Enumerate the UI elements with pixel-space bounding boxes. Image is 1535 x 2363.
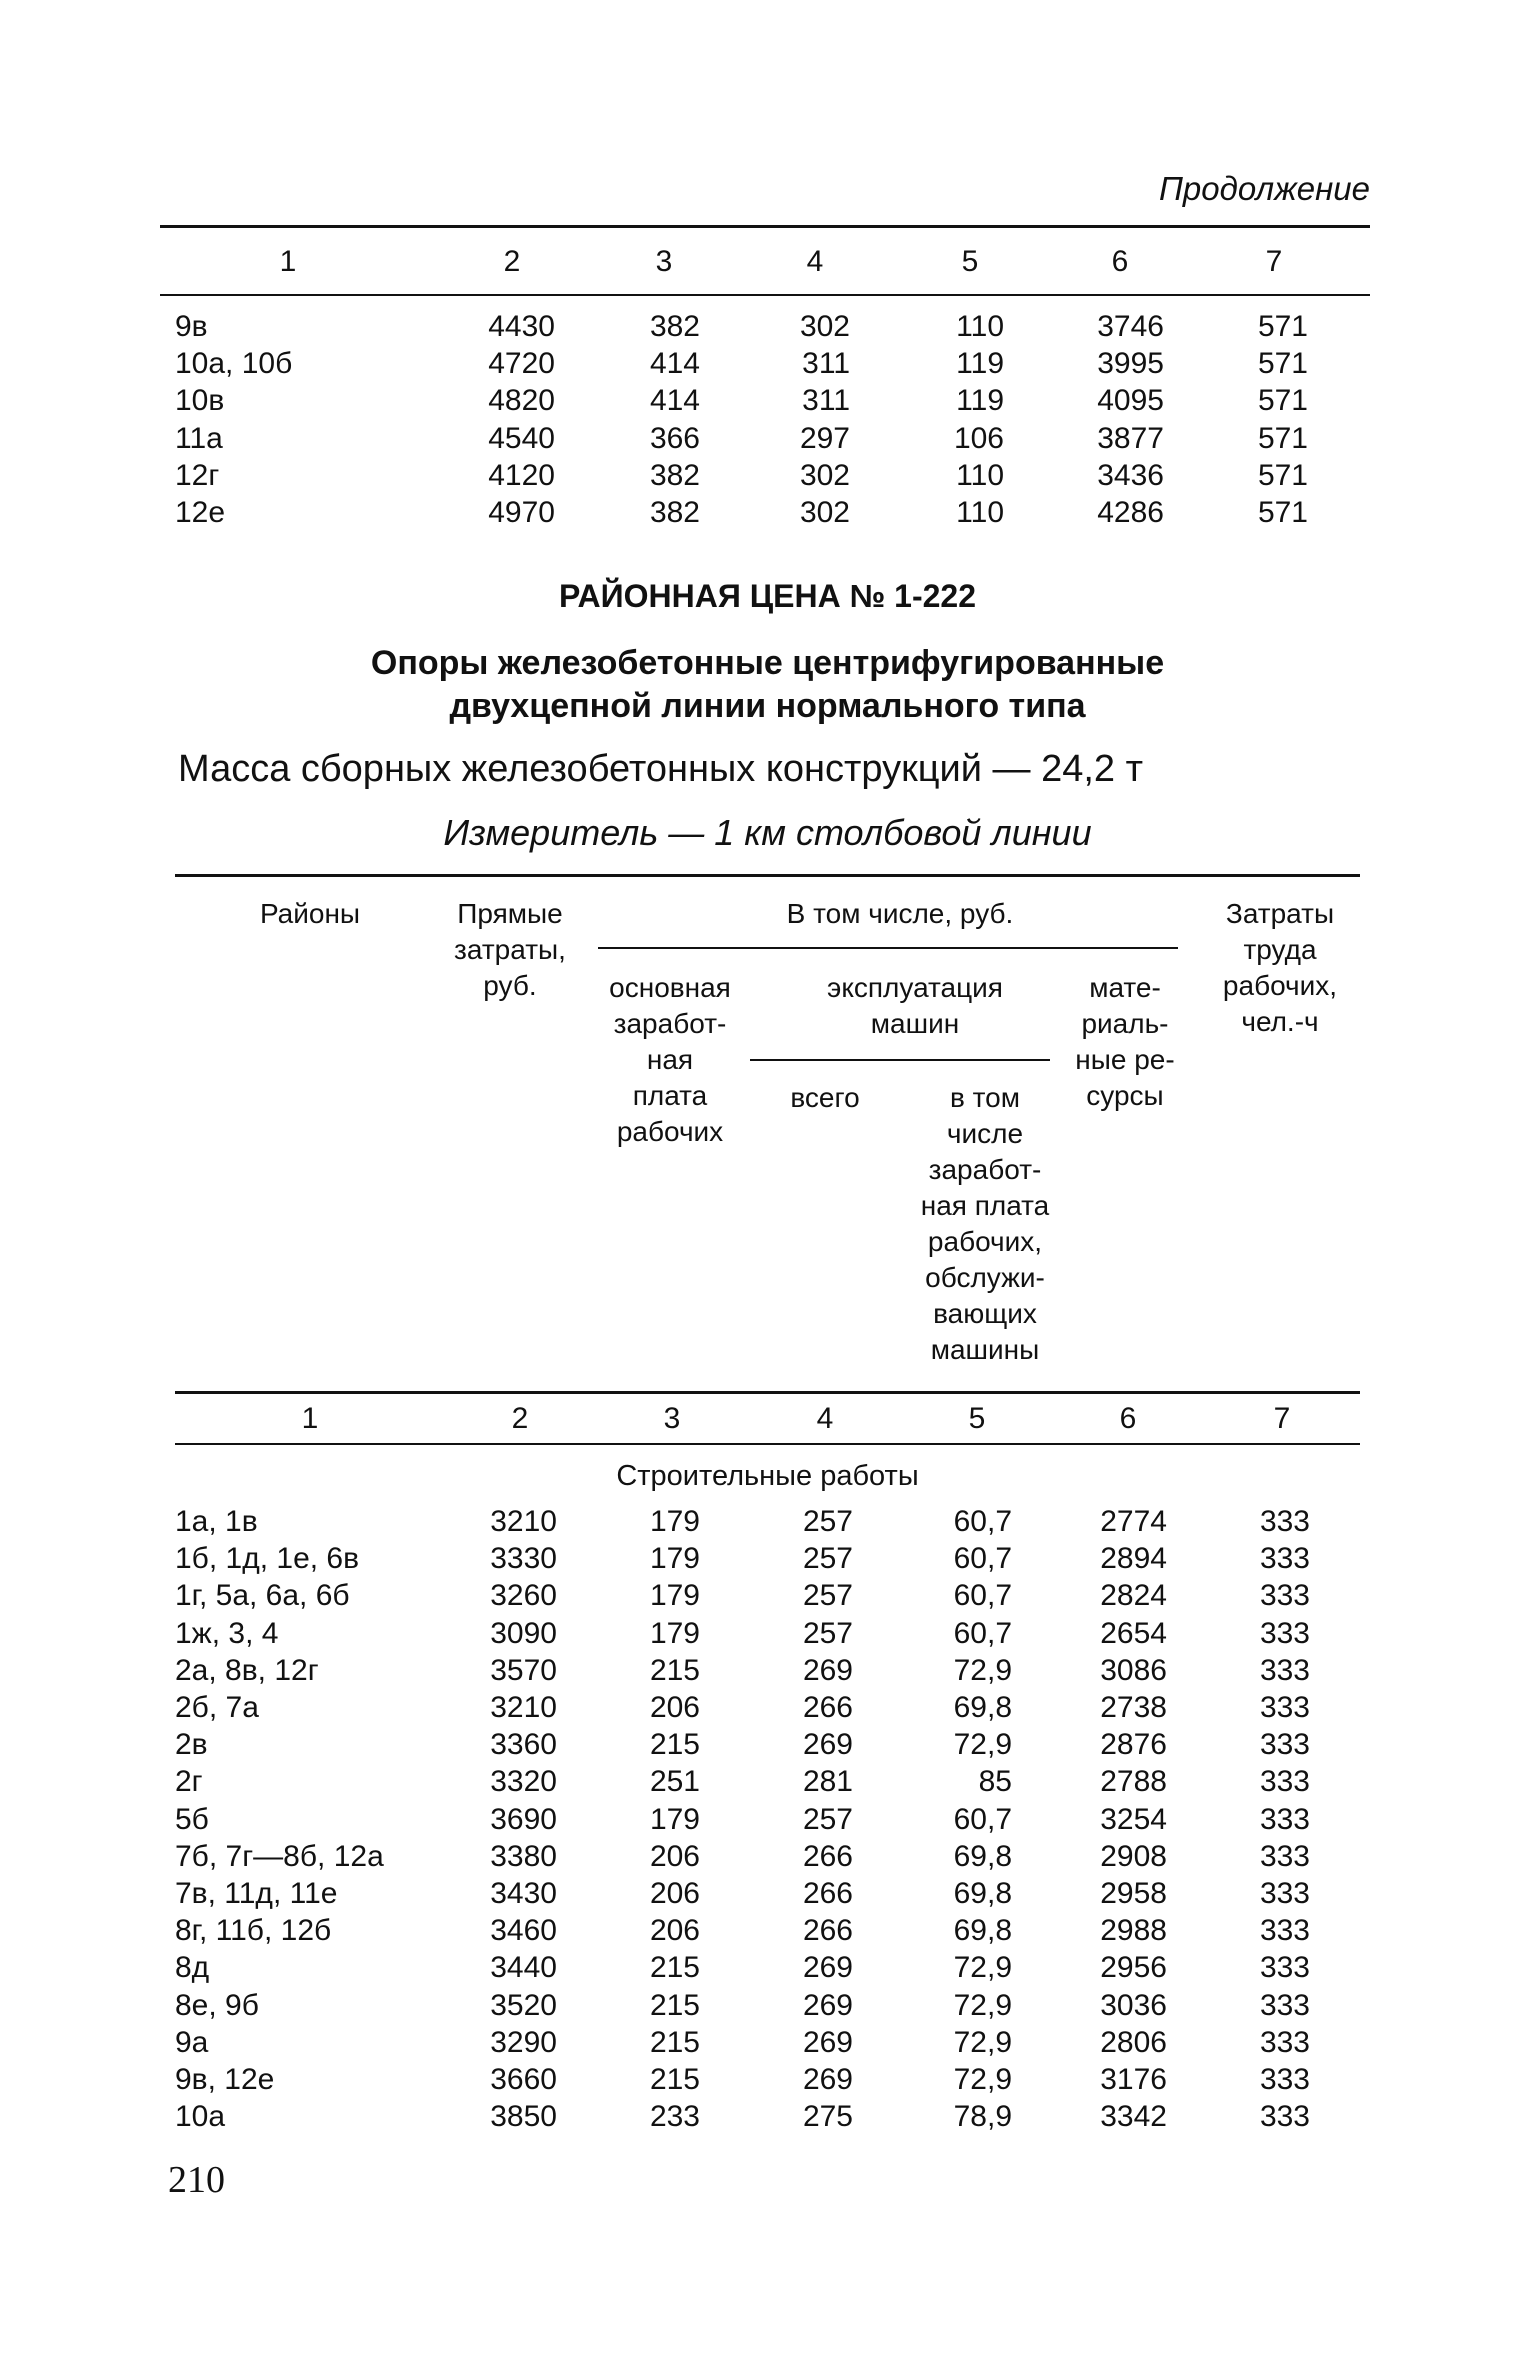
table2-value-cell: 3330 <box>490 1542 557 1576</box>
table2-value-cell: 2774 <box>1100 1505 1167 1538</box>
table2-column-number: 3 <box>663 1402 681 1435</box>
table2-value-cell: 3320 <box>490 1765 557 1799</box>
table2-value-cell: 333 <box>1259 1728 1310 1762</box>
table1-value-cell: 3436 <box>1097 458 1164 492</box>
table2-value-cell: 3086 <box>1100 1653 1167 1687</box>
table1-value-cell: 311 <box>802 347 850 381</box>
header-direct-costs-line: Прямые <box>457 898 563 929</box>
table2-value-cell: 69,8 <box>953 1691 1012 1724</box>
table2-value-cell: 266 <box>802 1839 853 1873</box>
table1-value-cell: 110 <box>956 310 1004 343</box>
table2-region-cell: 1б, 1д, 1е, 6в <box>175 1542 360 1576</box>
table2-value-cell: 266 <box>802 1877 853 1910</box>
table2-value-cell: 215 <box>649 1653 700 1687</box>
header-including-wage-line: в том <box>950 1082 1020 1113</box>
table1-column-number: 4 <box>806 245 824 278</box>
table1-region-cell: 10а, 10б <box>175 347 293 381</box>
table2-value-cell: 2876 <box>1100 1728 1167 1762</box>
table1-value-cell: 302 <box>799 458 850 492</box>
table2-region-cell: 1ж, 3, 4 <box>175 1616 279 1650</box>
header-materials-line: риаль- <box>1081 1008 1169 1039</box>
table2-region-cell: 1а, 1в <box>175 1505 258 1538</box>
table2-region-cell: 2в <box>175 1728 208 1762</box>
table1-value-cell: 571 <box>1257 384 1308 418</box>
table2-value-cell: 3660 <box>490 2063 557 2096</box>
table2-value-cell: 215 <box>649 2063 700 2096</box>
header-materials-line: сурсы <box>1086 1080 1164 1111</box>
table2-value-cell: 3520 <box>490 1988 557 2022</box>
table1-value-cell: 4970 <box>488 496 555 529</box>
header-including-wage-line: заработ- <box>928 1154 1042 1185</box>
table2-value-cell: 2824 <box>1100 1579 1167 1613</box>
table2-value-cell: 3260 <box>490 1579 557 1613</box>
table1-region-cell: 10в <box>175 384 225 418</box>
table2-value-cell: 257 <box>802 1505 853 1538</box>
header-machine-line: эксплуатация <box>827 972 1003 1003</box>
table2-value-cell: 333 <box>1259 1691 1310 1724</box>
table2-region-cell: 1г, 5а, 6а, 6б <box>175 1579 350 1613</box>
price-heading: РАЙОННАЯ ЦЕНА № 1-222 <box>559 578 976 614</box>
table2-value-cell: 215 <box>649 1988 700 2022</box>
table2-value-cell: 69,8 <box>953 1877 1012 1910</box>
header-including-wage-line: рабочих, <box>927 1226 1043 1257</box>
header-materials-line: мате- <box>1089 972 1161 1003</box>
table2-value-cell: 2654 <box>1100 1616 1167 1650</box>
header-including-rule <box>598 947 1178 949</box>
table2-value-cell: 2908 <box>1100 1839 1167 1873</box>
header-labor-line: труда <box>1243 934 1317 965</box>
header-direct-costs <box>430 896 590 1004</box>
table2-value-cell: 3210 <box>490 1691 557 1724</box>
table2-value-cell: 257 <box>802 1802 853 1836</box>
header-base-wage-line: плата <box>632 1080 708 1111</box>
table2-region-cell: 8г, 11б, 12б <box>175 1914 332 1948</box>
table2-header-bottom-rule <box>175 1391 1360 1394</box>
table1-value-cell: 414 <box>649 384 700 418</box>
table2-value-cell: 2894 <box>1100 1542 1167 1576</box>
table2-value-cell: 333 <box>1259 1542 1310 1576</box>
table2-value-cell: 266 <box>802 1914 853 1948</box>
subtitle-line-1: Опоры железобетонные центрифугированные <box>370 644 1165 682</box>
table2-value-cell: 60,7 <box>953 1542 1012 1576</box>
table1-value-cell: 571 <box>1257 421 1308 455</box>
table2-region-cell: 9в, 12е <box>175 2063 275 2096</box>
table2-value-cell: 60,7 <box>953 1616 1012 1650</box>
table1-value-cell: 3995 <box>1097 347 1164 381</box>
header-materials-line: ные ре- <box>1075 1044 1175 1075</box>
table2-value-cell: 257 <box>802 1616 853 1650</box>
table1-value-cell: 382 <box>649 310 700 343</box>
table2-value-cell: 257 <box>802 1579 853 1613</box>
table2-value-cell: 233 <box>649 2100 700 2134</box>
table2-value-cell: 333 <box>1259 1988 1310 2022</box>
table2-value-cell: 206 <box>649 1839 700 1873</box>
table2-column-number: 4 <box>816 1402 834 1435</box>
table2-value-cell: 3380 <box>490 1839 557 1873</box>
table1-value-cell: 414 <box>649 347 700 381</box>
header-base-wage-line: рабочих <box>616 1116 724 1147</box>
table1-column-number: 7 <box>1265 245 1283 278</box>
header-including-wage-line: обслужи- <box>925 1262 1045 1293</box>
header-labor-line: рабочих, <box>1222 970 1338 1001</box>
table2-value-cell: 72,9 <box>953 1728 1012 1762</box>
table2-value-cell: 2788 <box>1100 1765 1167 1799</box>
table1-value-cell: 4095 <box>1097 384 1164 418</box>
table1-value-cell: 297 <box>799 421 850 455</box>
table1-value-cell: 119 <box>956 347 1004 381</box>
table2-value-cell: 333 <box>1259 2025 1310 2059</box>
table2-value-cell: 3440 <box>490 1951 557 1985</box>
table2-value-cell: 72,9 <box>953 1951 1012 1985</box>
table2-value-cell: 85 <box>978 1765 1012 1799</box>
header-regions: Районы <box>259 898 361 929</box>
table1-value-cell: 571 <box>1257 496 1308 529</box>
table2-value-cell: 69,8 <box>953 1914 1012 1948</box>
table2-value-cell: 2958 <box>1100 1877 1167 1910</box>
table2-value-cell: 3036 <box>1100 1988 1167 2022</box>
table1-value-cell: 110 <box>956 496 1004 529</box>
table2-value-cell: 3254 <box>1100 1802 1167 1836</box>
table2-value-cell: 2988 <box>1100 1914 1167 1948</box>
header-including-wage-line: вающих <box>933 1298 1037 1329</box>
table2-value-cell: 251 <box>649 1765 700 1799</box>
table2-region-cell: 7в, 11д, 11е <box>175 1877 338 1910</box>
table2-value-cell: 72,9 <box>953 1988 1012 2022</box>
table2-value-cell: 3570 <box>490 1653 557 1687</box>
header-machine-operation <box>765 970 1065 1042</box>
table1-header-rule <box>160 294 1370 296</box>
header-direct-costs-line: затраты, <box>454 934 566 965</box>
header-including-wage-line: числе <box>946 1118 1024 1149</box>
table2-top-rule <box>175 874 1360 877</box>
header-machine-rule <box>750 1059 1050 1061</box>
table2-value-cell: 333 <box>1259 1877 1310 1910</box>
subtitle-line-2: двухцепной линии нормального типа <box>449 687 1086 725</box>
table1-value-cell: 311 <box>802 384 850 418</box>
table1-value-cell: 571 <box>1257 458 1308 492</box>
table2-numbers-rule <box>175 1443 1360 1445</box>
table2-value-cell: 333 <box>1259 1839 1310 1873</box>
table2-region-cell: 7б, 7г—8б, 12а <box>175 1839 384 1873</box>
table2-value-cell: 333 <box>1259 1765 1310 1799</box>
table2-value-cell: 269 <box>802 1988 853 2022</box>
table2-value-cell: 333 <box>1259 1616 1310 1650</box>
table2-value-cell: 2738 <box>1100 1691 1167 1724</box>
table1-value-cell: 4286 <box>1097 496 1164 529</box>
table1-value-cell: 382 <box>649 458 700 492</box>
table2-value-cell: 333 <box>1259 1653 1310 1687</box>
mass-text: Масса сборных железобетонных конструкций — 24,2 т <box>178 748 1144 790</box>
table2-column-number: 1 <box>301 1402 319 1435</box>
table2-value-cell: 257 <box>802 1542 853 1576</box>
table2-value-cell: 72,9 <box>953 2063 1012 2096</box>
table2-value-cell: 3210 <box>490 1505 557 1538</box>
header-base-wage-line: заработ- <box>613 1008 727 1039</box>
table2-region-cell: 2г <box>175 1765 203 1799</box>
table2-value-cell: 269 <box>802 1653 853 1687</box>
table1-column-number: 3 <box>655 245 673 278</box>
table2-value-cell: 333 <box>1259 2063 1310 2096</box>
table2-value-cell: 215 <box>649 1728 700 1762</box>
table1-value-cell: 4540 <box>488 421 555 455</box>
table1-value-cell: 3877 <box>1097 421 1164 455</box>
table2-value-cell: 206 <box>649 1691 700 1724</box>
table2-value-cell: 275 <box>802 2100 853 2134</box>
table2-value-cell: 333 <box>1259 1505 1310 1538</box>
section-label: Строительные работы <box>616 1460 919 1492</box>
table1-value-cell: 571 <box>1257 310 1308 343</box>
table2-value-cell: 72,9 <box>953 2025 1012 2059</box>
table2-value-cell: 3430 <box>490 1877 557 1910</box>
header-base-wage <box>585 970 755 1150</box>
table2-column-number: 2 <box>511 1402 529 1435</box>
table2-value-cell: 333 <box>1259 1914 1310 1948</box>
table2-region-cell: 10а <box>175 2100 226 2134</box>
table2-value-cell: 179 <box>649 1542 700 1576</box>
table2-value-cell: 269 <box>802 1728 853 1762</box>
table2-value-cell: 2806 <box>1100 2025 1167 2059</box>
table2-value-cell: 60,7 <box>953 1802 1012 1836</box>
table2-value-cell: 179 <box>649 1802 700 1836</box>
table2-value-cell: 3176 <box>1100 2063 1167 2096</box>
table2-column-number: 6 <box>1119 1402 1137 1435</box>
table1-column-number: 6 <box>1111 245 1129 278</box>
table1-value-cell: 4120 <box>488 458 555 492</box>
table2-value-cell: 269 <box>802 2025 853 2059</box>
table2-value-cell: 269 <box>802 2063 853 2096</box>
table2-value-cell: 3850 <box>490 2100 557 2134</box>
header-labor <box>1195 896 1365 1040</box>
header-including-wage-line: ная плата <box>920 1190 1050 1221</box>
table2-value-cell: 2956 <box>1100 1951 1167 1985</box>
table1-column-number: 1 <box>279 245 297 278</box>
table2-value-cell: 333 <box>1259 1802 1310 1836</box>
table2-value-cell: 206 <box>649 1877 700 1910</box>
continuation-label: Продолжение <box>1158 170 1370 207</box>
table2-value-cell: 333 <box>1259 1579 1310 1613</box>
table2-value-cell: 60,7 <box>953 1505 1012 1538</box>
table2-value-cell: 3360 <box>490 1728 557 1762</box>
table2-value-cell: 215 <box>649 2025 700 2059</box>
table1-value-cell: 366 <box>649 421 700 455</box>
header-total: всего <box>790 1082 860 1113</box>
header-base-wage-line: основная <box>609 972 731 1003</box>
table2-value-cell: 60,7 <box>953 1579 1012 1613</box>
table1-top-rule <box>160 225 1370 228</box>
table1-value-cell: 302 <box>799 496 850 529</box>
table1-value-cell: 110 <box>956 458 1004 492</box>
header-including: В том числе, руб. <box>786 898 1014 929</box>
table1-value-cell: 302 <box>799 310 850 343</box>
table2-column-number: 5 <box>968 1402 986 1435</box>
table1-value-cell: 571 <box>1257 347 1308 381</box>
measure-text: Измеритель — 1 км столбовой линии <box>443 812 1092 853</box>
header-labor-line: Затраты <box>1225 898 1335 929</box>
table1-value-cell: 119 <box>956 384 1004 418</box>
table2-value-cell: 206 <box>649 1914 700 1948</box>
table1-column-number: 2 <box>503 245 521 278</box>
page-number: 210 <box>168 2159 225 2201</box>
table2-region-cell: 2б, 7а <box>175 1691 259 1724</box>
table2-value-cell: 78,9 <box>953 2100 1012 2134</box>
table1-value-cell: 4720 <box>488 347 555 381</box>
table2-value-cell: 3460 <box>490 1914 557 1948</box>
table1-value-cell: 4430 <box>488 310 555 343</box>
table2-region-cell: 5б <box>175 1802 209 1836</box>
table2-column-number: 7 <box>1273 1402 1291 1435</box>
table2-value-cell: 72,9 <box>953 1653 1012 1687</box>
table2-value-cell: 179 <box>649 1579 700 1613</box>
table2-value-cell: 333 <box>1259 2100 1310 2134</box>
table2-value-cell: 179 <box>649 1505 700 1538</box>
header-machine-line: машин <box>870 1008 960 1039</box>
header-direct-costs-line: руб. <box>483 970 537 1001</box>
table2-value-cell: 3690 <box>490 1802 557 1836</box>
table1-value-cell: 3746 <box>1097 310 1164 343</box>
table2-value-cell: 215 <box>649 1951 700 1985</box>
table2-value-cell: 281 <box>802 1765 853 1799</box>
table1-value-cell: 106 <box>953 421 1004 455</box>
table2-region-cell: 8е, 9б <box>175 1988 259 2022</box>
header-labor-line: чел.-ч <box>1241 1006 1319 1037</box>
table1-region-cell: 12е <box>175 496 226 529</box>
table2-value-cell: 3290 <box>490 2025 557 2059</box>
table2-value-cell: 69,8 <box>953 1839 1012 1873</box>
table1-value-cell: 4820 <box>488 384 555 418</box>
table2-region-cell: 2а, 8в, 12г <box>175 1653 319 1687</box>
table2-value-cell: 269 <box>802 1951 853 1985</box>
table2-value-cell: 3342 <box>1100 2100 1167 2134</box>
table1-value-cell: 382 <box>649 496 700 529</box>
table1-column-number: 5 <box>961 245 979 278</box>
header-base-wage-line: ная <box>646 1044 694 1075</box>
table1-region-cell: 12г <box>175 458 220 492</box>
table2-region-cell: 9а <box>175 2025 209 2059</box>
table2-region-cell: 8д <box>175 1951 210 1985</box>
header-including-wage <box>890 1080 1080 1368</box>
table2-value-cell: 333 <box>1259 1951 1310 1985</box>
table2-value-cell: 266 <box>802 1691 853 1724</box>
header-including-wage-line: машины <box>930 1334 1040 1365</box>
table1-region-cell: 9в <box>175 310 208 343</box>
table1-region-cell: 11а <box>175 421 223 455</box>
table2-value-cell: 179 <box>649 1616 700 1650</box>
table2-value-cell: 3090 <box>490 1616 557 1650</box>
